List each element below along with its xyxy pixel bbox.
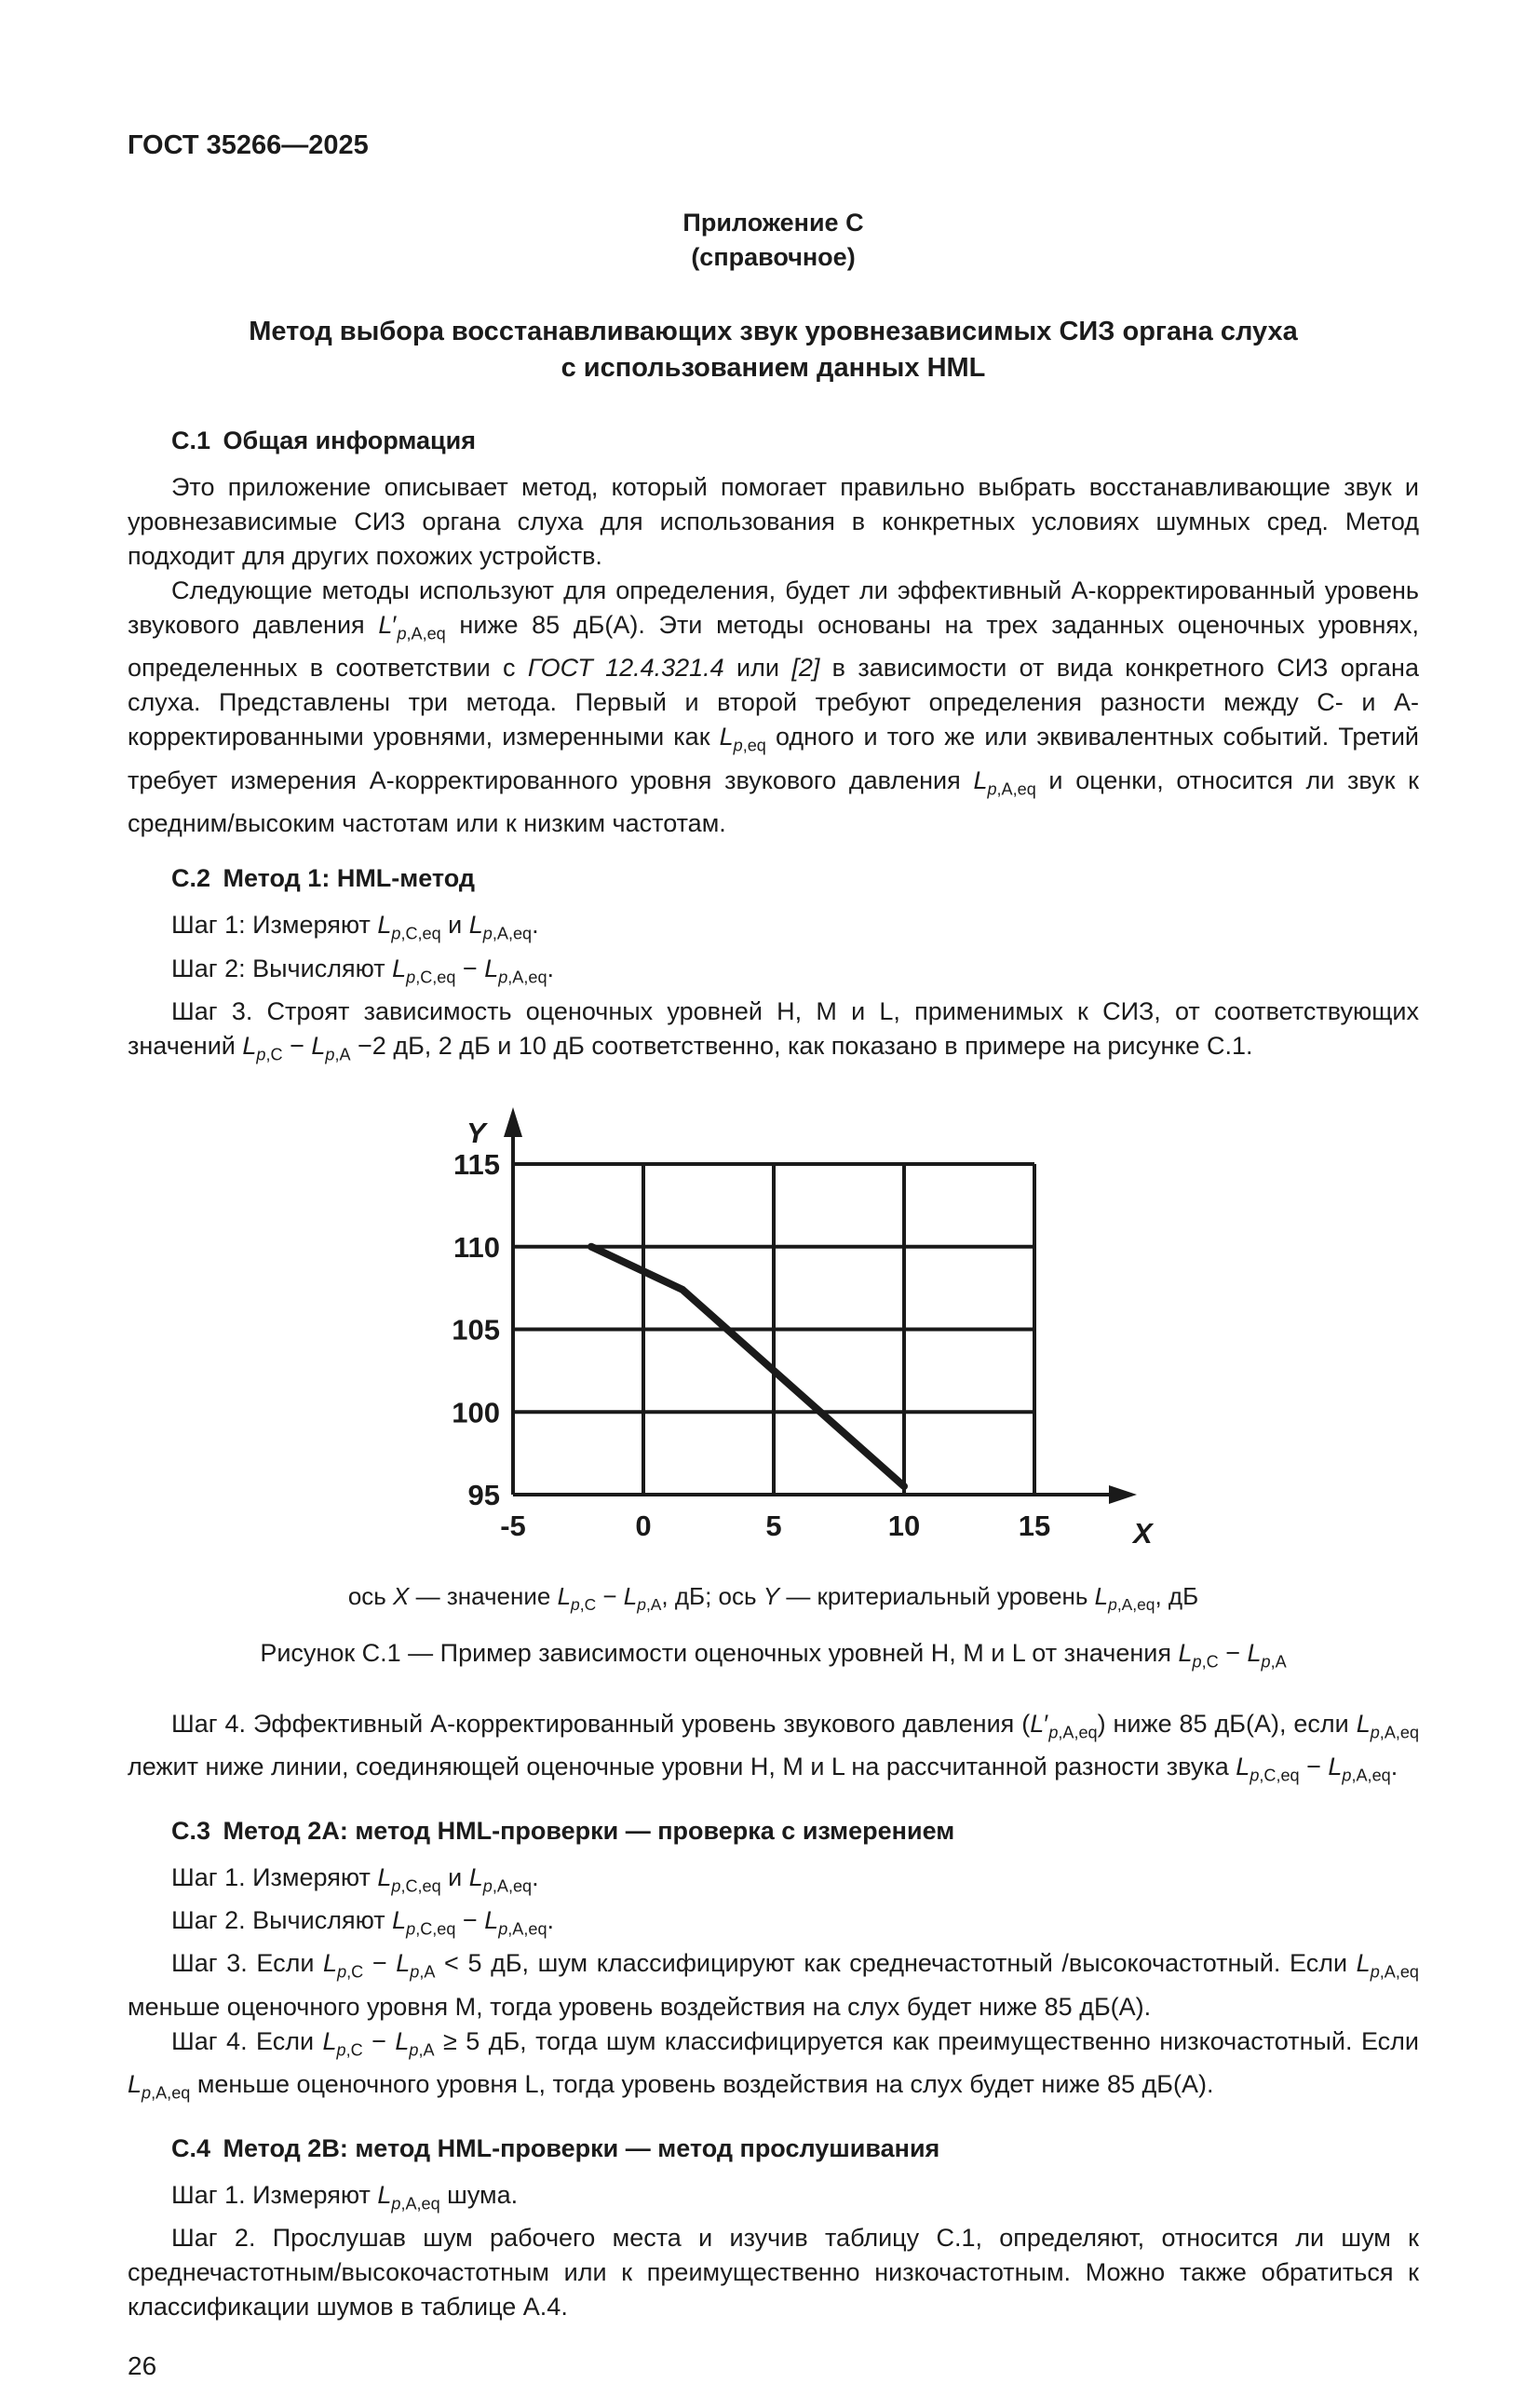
section-c1-paragraph-1: Это приложение описывает метод, который помогает правильно выбрать восстанавливающие звук и уровнезависимые СИЗ органа слуха для использования в конкретных условиях шумных сред. Метод подходит для других похожих устройств. <box>128 473 1419 570</box>
section-c2-heading: С.2 Метод 1: HML-метод <box>171 864 476 893</box>
doc-code: ГОСТ 35266—2025 <box>128 130 369 160</box>
x-axis-arrow-icon <box>1109 1485 1137 1504</box>
section-c4-step-1: Шаг 1. Измеряют $L_{p,A,eq}$ шума. <box>171 2180 519 2214</box>
appendix-note: (справочное) <box>691 243 856 271</box>
x-tick-label: 10 <box>887 1510 920 1543</box>
section-c3-step-1: Шаг 1. Измеряют $L_{p,C,eq}$ и $L_{p,A,eq}$. <box>171 1862 539 1896</box>
page-number: 26 <box>128 2351 157 2381</box>
x-tick-label: 5 <box>764 1510 782 1543</box>
section-c2-step-2: Шаг 2: Вычисляют $L_{p,C,eq} - L_{p,A,eq}$. <box>171 954 555 986</box>
appendix-label: Приложение С <box>682 209 864 237</box>
section-c2-step-1: Шаг 1: Измеряют $L_{p,C,eq}$ и $L_{p,A,eq}$. <box>171 911 539 943</box>
x-tick-label: 0 <box>634 1510 652 1543</box>
section-c2-step-4: Шаг 4. Эффективный А-корректированный уровень звукового давления $(L'_{p,A,eq})$ ниже 85 дБ(А), если $L_{p,A,eq}$ лежит ниже линии, соединяющей оценочные уровни H, M и L на рассчитанной разности звука $L_{p,C,eq} - L_{p,A,eq}$. <box>128 1709 1420 1785</box>
y-tick-label: 100 <box>451 1396 500 1429</box>
figure-caption: Рисунок С.1 — Пример зависимости оценочных уровней H, M и L от значения $L_{p,C} - L_{p,A}$ <box>260 1638 1287 1671</box>
y-axis-label: Y <box>466 1117 486 1150</box>
figure-c1 <box>128 1085 1419 1564</box>
section-c4-step-2: Шаг 2. Прослушав шум рабочего места и изучив таблицу С.1, определяют, относится ли шум к среднечастотным/высокочастотным или к преимущественно низкочастотным. Можно также обратиться к классификации шумов в таблице А.4. <box>128 2224 1419 2322</box>
figure-c1-chart <box>420 1085 1183 1555</box>
y-tick-label: 95 <box>467 1479 500 1512</box>
section-c2-step-3: Шаг 3. Строят зависимость оценочных уровней H, M и L, применимых к СИЗ, от соответствующих значений $L_{p,C} - L_{p,A} -2$ дБ, 2 дБ и 10 дБ соответственно, как показано в примере на рисунке С.1. <box>128 996 1419 1064</box>
y-axis-arrow-icon <box>504 1107 522 1137</box>
appendix-title-line-1: Метод выбора восстанавливающих звук уровнезависимых СИЗ органа слуха <box>249 317 1298 346</box>
figure-axis-note: ось X — значение $L_{p,C} - L_{p,A}$, дБ; ось Y — критериальный уровень $L_{p,A,eq}$, дБ <box>347 1582 1199 1615</box>
section-c1-paragraph-2: Следующие методы используют для определения, будет ли эффективный А-корректированный уровень звукового давления $L'_{p,A,eq}$ ниже 85 дБ(А). Эти методы основаны на трех заданных оценочных уровнях, определенных в соответствии с ГОСТ 12.4.321.4 или [2] в зависимости от вида конкретного СИЗ органа слуха. Представлены три метода. Первый и второй требуют определения разности между С- и А-корректированными уровнями, измеренными как $L_{p,eq}$ одного и того же или эквивалентных событий. Третий требует измерения А-корректированного уровня звукового давления $L_{p,A,eq}$ и оценки, относится ли звук к средним/высоким частотам или к низким частотам. <box>128 576 1419 838</box>
section-c3-heading: С.3 Метод 2А: метод HML-проверки — проверка с измерением <box>171 1816 955 1845</box>
hml-evaluation-line <box>591 1247 904 1486</box>
section-c1-heading: С.1 Общая информация <box>171 427 476 454</box>
section-c3-step-4: Шаг 4. Если $L_{p,C} - L_{p,A} \ge 5$ дБ, тогда шум классифицируется как преимущественно низкочастотный. Если $L_{p,A,eq}$ меньше оценочного уровня L, тогда уровень воздействия на слух будет ниже 85 дБ(А). <box>128 2026 1419 2103</box>
y-tick-label: 115 <box>453 1148 500 1182</box>
x-tick-label: 15 <box>1018 1510 1050 1543</box>
section-c3-step-3: Шаг 3. Если $L_{p,C} - L_{p,A} < 5$ дБ, шум классифицируют как среднечастотный /высокочастотный. Если $L_{p,A,eq}$ меньше оценочного уровня М, тогда уровень воздействия на слух будет ниже 85 дБ(А). <box>128 1949 1419 2021</box>
y-tick-label: 105 <box>451 1313 500 1347</box>
section-c4-heading: С.4 Метод 2В: метод HML-проверки — метод прослушивания <box>171 2133 940 2162</box>
appendix-title-line-2: с использованием данных HML <box>561 353 986 383</box>
x-tick-label: -5 <box>499 1510 526 1543</box>
y-tick-label: 110 <box>453 1231 500 1265</box>
x-axis-label: X <box>1132 1517 1153 1550</box>
section-c3-step-2: Шаг 2. Вычисляют $L_{p,C,eq} - L_{p,A,eq}$. <box>171 1906 555 1939</box>
appendix-title <box>128 314 1419 386</box>
